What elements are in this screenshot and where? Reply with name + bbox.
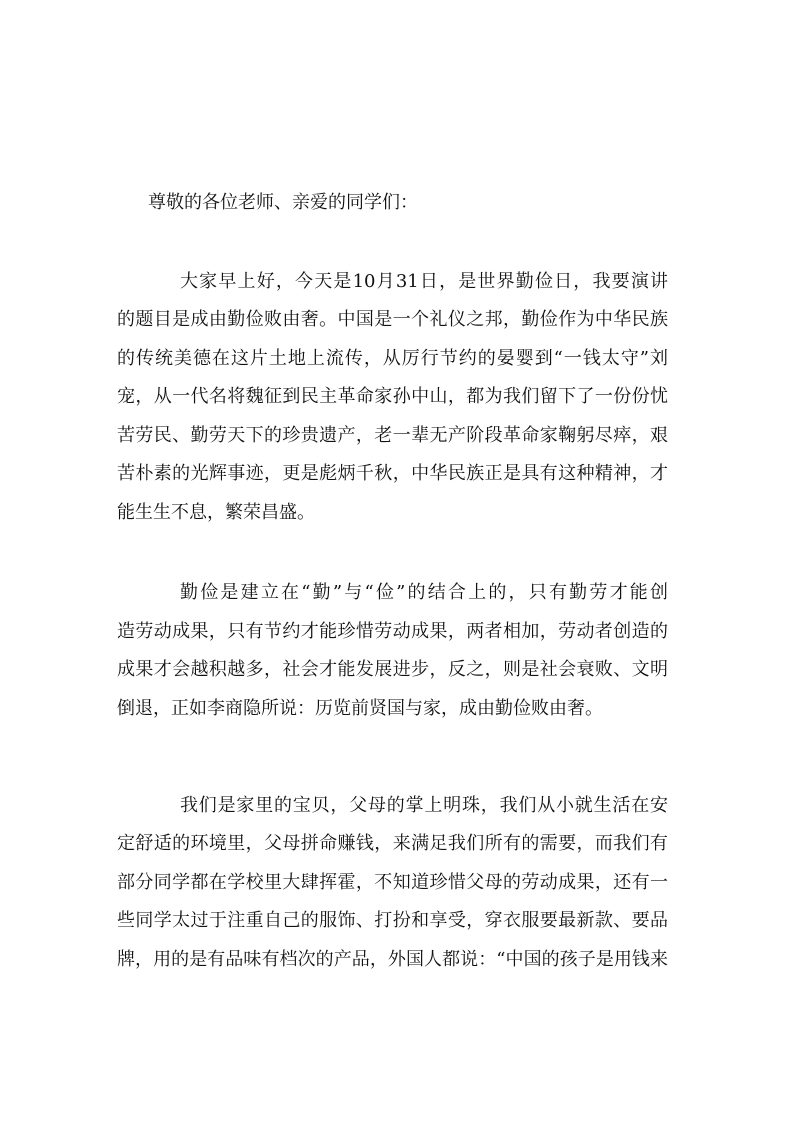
text-line: 部分同学都在学校里大肆挥霍，不知道珍惜父母的劳动成果，还有一 — [117, 872, 668, 893]
text-line: 倒退，正如李商隐所说：历览前贤国与家，成由勤俭败由奢。 — [117, 698, 603, 719]
text-line: 造劳动成果，只有节约才能珍惜劳动成果，两者相加，劳动者创造的 — [117, 621, 668, 642]
text-line: 苦朴素的光辉事迹，更是彪炳千秋，中华民族正是具有这种精神，才 — [117, 463, 668, 484]
text-line: 我们是家里的宝贝，父母的掌上明珠，我们从小就生活在安 — [180, 795, 668, 816]
text-line: 成果才会越积越多，社会才能发展进步，反之，则是社会衰败、文明 — [117, 659, 668, 680]
text-line: 大家早上好，今天是10月31日，是世界勤俭日，我要演讲 — [180, 271, 668, 292]
text-line: 能生生不息，繁荣昌盛。 — [117, 502, 315, 523]
text-line: 苦劳民、勤劳天下的珍贵遗产，老一辈无产阶段革命家鞠躬尽瘁，艰 — [117, 425, 668, 446]
text-line: 宠，从一代名将魏征到民主革命家孙中山，都为我们留下了一份份忧 — [117, 386, 668, 407]
text-line: 定舒适的环境里，父母拼命赚钱，来满足我们所有的需要，而我们有 — [117, 833, 668, 854]
text-line: 勤俭是建立在“勤”与“俭”的结合上的，只有勤劳才能创 — [180, 582, 668, 603]
text-line: 牌，用的是有品味有档次的产品，外国人都说：“中国的孩子是用钱来 — [117, 949, 668, 970]
greeting: 尊敬的各位老师、亲爱的同学们： — [148, 192, 418, 213]
text-line: 的传统美德在这片土地上流传，从厉行节约的晏婴到“一钱太守”刘 — [117, 348, 668, 369]
text-line: 的题目是成由勤俭败由奢。中国是一个礼仪之邦，勤俭作为中华民族 — [117, 309, 668, 330]
text-line: 些同学太过于注重自己的服饰、打扮和享受，穿衣服要最新款、要品 — [117, 910, 668, 931]
